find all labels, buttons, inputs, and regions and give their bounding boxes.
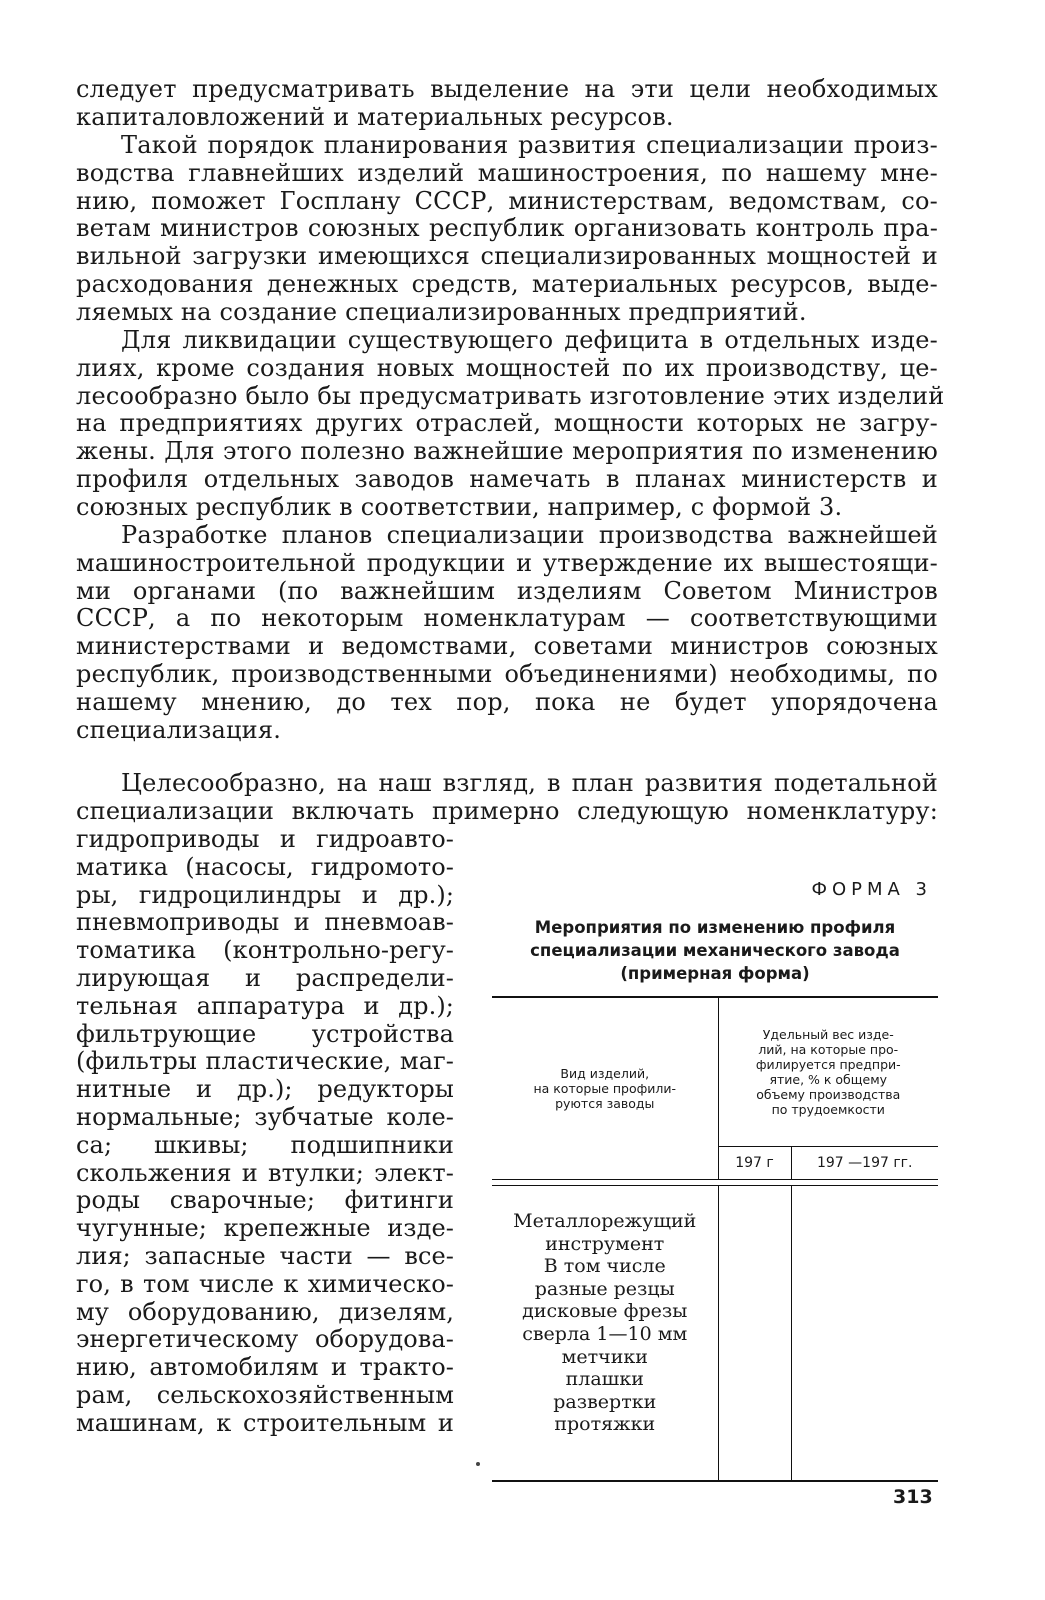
text-line: томатика (контрольно-регу- (76, 936, 454, 965)
text-line: скольжения и втулки; элект- (76, 1158, 454, 1187)
product-line: сверла 1—10 мм (522, 1322, 688, 1345)
product-line: разные резцы (534, 1277, 675, 1300)
text-line: тельная аппаратура и др.); (76, 991, 454, 1020)
header-line: Удельный вес изде- (762, 1027, 894, 1042)
header-line: по трудоемкости (771, 1102, 885, 1117)
paragraph-2 (76, 132, 938, 327)
header-line: руются заводы (555, 1096, 655, 1111)
empty-cell-year-1 (718, 1186, 791, 1482)
form-label: ФОРМА 3 (811, 879, 932, 900)
col-header-product-type (492, 997, 718, 1180)
text-line: республик, производственными объединениями) необходимы, по (76, 659, 938, 688)
text-line: роды сварочные; фитинги (76, 1186, 454, 1215)
text-line: профиля отдельных заводов намечать в планах министерств и (76, 464, 938, 493)
paragraph-3 (76, 326, 945, 522)
header-line: ятие, % к общему (769, 1072, 888, 1087)
nomenclature-list (76, 826, 454, 1438)
text-line: машинам, к строительным и (76, 1408, 454, 1437)
product-line: В том числе (543, 1255, 666, 1278)
text-line: специализация. (76, 715, 282, 744)
product-line: развертки (553, 1390, 657, 1413)
col-header-year-range: 197 —197 гг. (791, 1147, 938, 1180)
text-line: жены. Для этого полезно важнейшие мероприятия по изменению (76, 437, 938, 466)
form-3-heading (492, 878, 938, 985)
page-number: 313 (893, 1486, 933, 1508)
text-line: нию, автомобилям и тракто- (76, 1353, 454, 1382)
text-line: расходования денежных средств, материальных ресурсов, выде- (76, 269, 938, 298)
text-line: специализации включать примерно следующую номенклатуру: (76, 796, 938, 825)
text-line: машиностроительной продукции и утверждение их вышестоящи- (76, 548, 938, 577)
text-line: капиталовложений и материальных ресурсов. (76, 102, 674, 131)
text-line: рам, сельскохозяйственным (76, 1380, 454, 1409)
text-line: нию, поможет Госплану СССР, министерствам, ведомствам, со- (76, 186, 938, 215)
header-line: филируется предпри- (755, 1057, 901, 1072)
text-line: чугунные; крепежные изде- (76, 1214, 454, 1243)
text-line: ветам министров союзных республик организовать контроль пра- (76, 214, 938, 243)
product-line: плашки (565, 1368, 644, 1391)
product-line: инструмент (545, 1232, 665, 1255)
text-line: министерствами и ведомствами, советами министров союзных (76, 632, 938, 661)
text-line: ми органами (по важнейшим изделиям Советом Министров (76, 576, 938, 605)
text-line: на предприятиях других отраслей, мощности которых не загру- (76, 409, 938, 438)
text-line: следует предусматривать выделение на эти цели необходимых (76, 75, 938, 103)
text-line: союзных республик в соответствии, например, с формой 3. (76, 492, 843, 521)
paragraph-1 (76, 76, 938, 132)
text-line: гидроприводы и гидроавто- (76, 825, 454, 853)
text-line: лесообразно было бы предусматривать изготовление этих изделий (76, 381, 945, 410)
text-line: матика (насосы, гидромото- (76, 852, 454, 881)
col-header-share (718, 997, 938, 1147)
text-line: лия; запасные части — все- (76, 1241, 454, 1270)
text-line: пневмоприводы и пневмоав- (76, 908, 454, 937)
form-subtitle (492, 916, 938, 985)
text-line: нормальные; зубчатые коле- (76, 1102, 454, 1131)
form-subtitle-line: Мероприятия по изменению профиля (534, 918, 896, 937)
text-line: (фильтры пластические, маг- (76, 1047, 454, 1076)
form-subtitle-line: (примерная форма) (620, 964, 810, 983)
product-line: Металлорежущий (513, 1210, 697, 1232)
empty-cell-year-range (791, 1186, 938, 1482)
header-line: лий, на которые про- (758, 1042, 899, 1057)
header-line: объему производства (756, 1087, 901, 1102)
text-line: го, в том числе к химическо- (76, 1269, 454, 1298)
text-line: энергетическому оборудова- (76, 1325, 454, 1354)
text-line: лирующая и распредели- (76, 963, 454, 992)
paragraph-5 (76, 770, 938, 826)
product-line: дисковые фрезы (522, 1300, 688, 1323)
text-line: СССР, а по некоторым номенклатурам — соответствующими (76, 604, 938, 633)
text-line: лиях, кроме создания новых мощностей по их производству, це- (76, 353, 938, 382)
header-line: на которые профили- (533, 1081, 677, 1096)
text-line: му оборудованию, дизелям, (76, 1297, 454, 1326)
product-line: метчики (561, 1345, 648, 1368)
product-list-cell (492, 1186, 718, 1482)
product-line: протяжки (554, 1413, 656, 1436)
text-line: Разработке планов специализации производства важнейшей (121, 521, 938, 549)
text-line: нитные и др.); редукторы (76, 1075, 454, 1104)
form-3-table (492, 996, 938, 1482)
header-line: Вид изделий, (560, 1066, 650, 1081)
text-line: ляемых на создание специализированных предприятий. (76, 297, 807, 326)
form-subtitle-line: специализации механического завода (530, 941, 900, 960)
text-line: вильной загрузки имеющихся специализированных мощностей и (76, 242, 938, 271)
text-line: нашему мнению, до тех пор, пока не будет упорядочена (76, 687, 938, 716)
text-line: фильтрующие устройства (76, 1019, 454, 1048)
text-line: Для ликвидации существующего дефицита в отдельных изде- (121, 326, 938, 354)
text-line: Целесообразно, на наш взгляд, в план развития подетальной (121, 769, 938, 797)
text-line: водства главнейших изделий машиностроения, по нашему мне- (76, 158, 938, 187)
col-header-year-1: 197 г (718, 1147, 791, 1180)
text-line: са; шкивы; подшипники (76, 1130, 454, 1159)
text-line: ры, гидроцилиндры и др.); (76, 880, 454, 909)
paragraph-4 (76, 522, 938, 744)
text-line: Такой порядок планирования развития специализации произ- (121, 131, 938, 159)
print-speck (476, 1462, 480, 1466)
